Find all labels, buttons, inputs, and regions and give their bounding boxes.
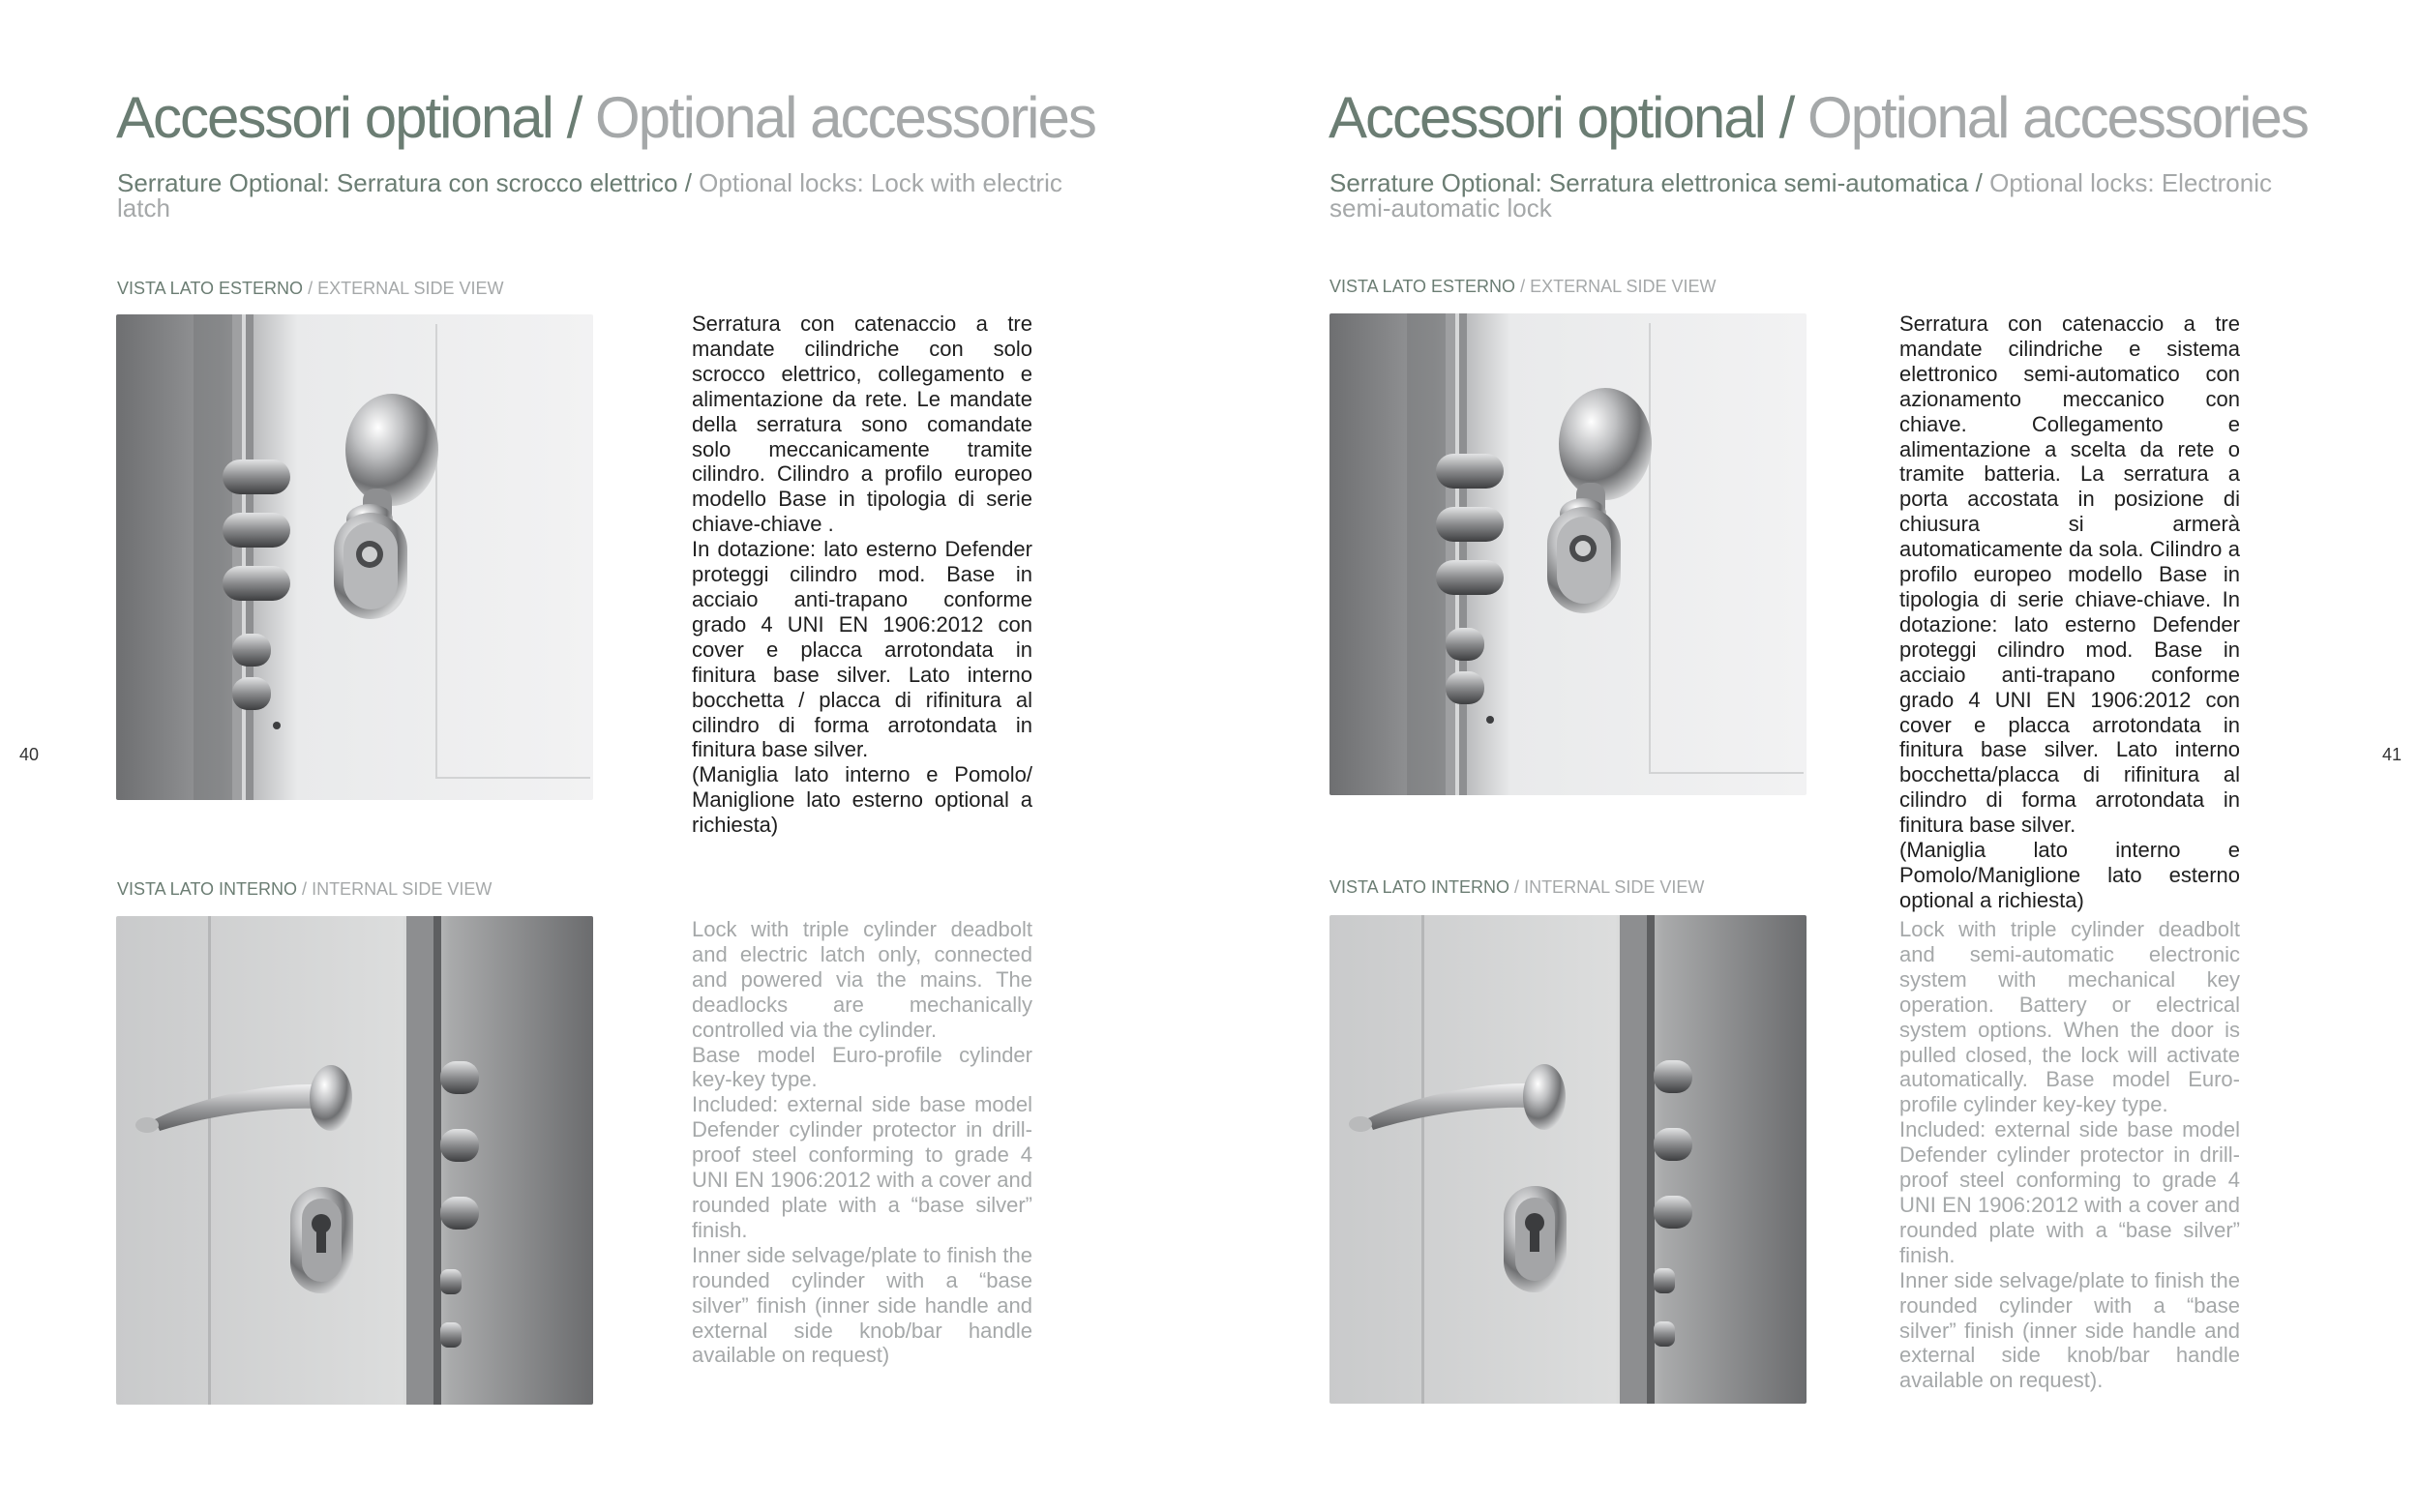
right-title-italian: Accessori optional	[1329, 85, 1765, 150]
left-description-italian: Serratura con catenaccio a tre mandate cilindriche con solo scrocco elettrico, collegamento e alimentazione da rete. Le mandate della serratura sono comandate solo meccanicamente tramite cilindro. Cilindro a profilo europeo modello Base in tipologia di serie chiave-chiave . In dotazione: lato esterno Defender proteggi cilindro mod. Base in acciaio anti-trapano conforme grado 4 UNI EN 1906:2012 con cover e placca arrotondata in finitura base silver. Lato interno bocchetta / placca di rifinitura al cilindro di forma arrotondata in finitura base silver. (Maniglia lato interno e Pomolo/ Maniglione lato esterno optional a richiesta)	[692, 311, 1032, 838]
right-subtitle-italian: Serrature Optional: Serratura elettronica semi-automatica	[1329, 168, 1969, 197]
right-title-english: Optional accessories	[1807, 85, 2308, 150]
right-internal-view-label: VISTA LATO INTERNO / INTERNAL SIDE VIEW	[1329, 877, 1705, 897]
right-external-door-photo	[1329, 313, 1807, 795]
left-description-english: Lock with triple cylinder deadbolt and electric latch only, connected and powered via the mains. The deadlocks are mechanically controlled via the cylinder. Base model Euro-profile cylinder key-key type. Included: external side base model Defender cylinder protector in drill-proof steel conforming to grade 4 UNI EN 1906:2012 with a cover and rounded plate with a “base silver” finish. Inner side selvage/plate to finish the rounded cylinder with a “base silver” finish (inner side handle and external side knob/bar handle available on request)	[692, 917, 1032, 1368]
right-internal-door-photo	[1329, 915, 1807, 1404]
left-subtitle-italian: Serrature Optional: Serratura con scrocco elettrico	[117, 168, 678, 197]
right-description-english: Lock with triple cylinder deadbolt and semi-automatic electronic system with mechanical key operation. Battery or electrical system options. When the door is pulled closed, the lock will activate automatically. Base model Euro-profile cylinder key-key type. Included: external side base model Defender cylinder protector in drill-proof steel conforming to grade 4 UNI EN 1906:2012 with a cover and rounded plate with a “base silver” finish. Inner side selvage/plate to finish the rounded cylinder with a “base silver” finish (inner side handle and external side knob/bar handle available on request).	[1899, 917, 2240, 1393]
left-title-english: Optional accessories	[594, 85, 1095, 150]
left-page-number: 40	[19, 745, 40, 764]
door-external-lock-photo	[116, 314, 593, 800]
left-internal-door-photo	[116, 916, 593, 1405]
left-external-door-photo	[116, 314, 593, 800]
right-page-subtitle: Serrature Optional: Serratura elettronica semi-automatica / Optional locks: Electronic semi-automatic lock	[1329, 168, 2272, 222]
left-title-italian: Accessori optional	[116, 85, 552, 150]
door-external-lock-photo	[1329, 313, 1807, 795]
door-internal-lock-photo	[116, 916, 593, 1405]
door-internal-lock-photo	[1329, 915, 1807, 1404]
left-page-title: Accessori optional / Optional accessories	[116, 85, 1095, 150]
left-page-subtitle: Serrature Optional: Serratura con scrocco elettrico / Optional locks: Lock with electric latch	[117, 168, 1062, 222]
right-page-number: 41	[2382, 745, 2403, 764]
right-description-italian: Serratura con catenaccio a tre mandate cilindriche e sistema elettronico semi-automatico con azionamento meccanico con chiave. Collegamento e alimentazione a scelta da rete o tramite batteria. La serratura a porta accostata in posizione di chiusura si armerà automaticamente da sola. Cilindro a profilo europeo modello Base in tipologia di serie chiave-chiave. In dotazione: lato esterno Defender proteggi cilindro mod. Base in acciaio anti-trapano conforme grado 4 UNI EN 1906:2012 con cover e placca arrotondata in finitura base silver. Lato interno bocchetta/placca di rifinitura al cilindro di forma arrotondata in finitura base silver. (Maniglia lato interno e Pomolo/Maniglione lato esterno optional a richiesta)	[1899, 311, 2240, 912]
right-external-view-label: VISTA LATO ESTERNO / EXTERNAL SIDE VIEW	[1329, 277, 1717, 296]
left-internal-view-label: VISTA LATO INTERNO / INTERNAL SIDE VIEW	[117, 879, 493, 899]
left-external-view-label: VISTA LATO ESTERNO / EXTERNAL SIDE VIEW	[117, 279, 504, 298]
right-subtitle-english: Optional locks: Electronic semi-automatic lock	[1329, 168, 2272, 222]
left-subtitle-english: Optional locks: Lock with electric latch	[117, 168, 1062, 222]
right-page-title: Accessori optional / Optional accessories	[1329, 85, 2308, 150]
